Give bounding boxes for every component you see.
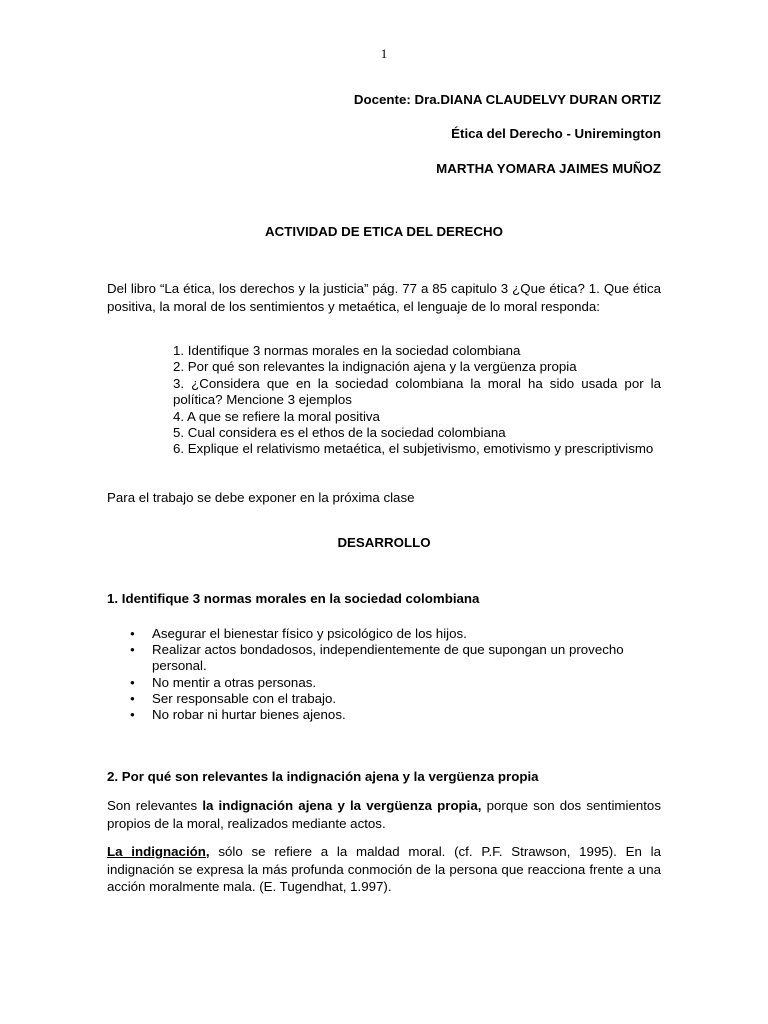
question-item: 2. Por qué son relevantes la indignación ajena y la vergüenza propia	[173, 359, 577, 375]
list-item: ● Asegurar el bienestar físico y psicológico de los hijos.	[152, 626, 652, 642]
emphasis-text: la indignación ajena y la vergüenza propia,	[202, 798, 482, 813]
list-item: ● No robar ni hurtar bienes ajenos.	[152, 707, 652, 723]
norms-list	[152, 626, 652, 723]
question-item: 1. Identifique 3 normas morales en la sociedad colombiana	[173, 343, 521, 358]
list-item: ● Realizar actos bondadosos, independientemente de que supongan un provecho personal.	[152, 642, 652, 674]
section2-heading: 2. Por qué son relevantes la indignación ajena y la vergüenza propia	[107, 769, 539, 784]
course-line: Ética del Derecho - Uniremington	[451, 126, 661, 141]
paragraph-text: Son relevantes	[107, 798, 203, 813]
intro-paragraph: Del libro “La ética, los derechos y la justicia” pág. 77 a 85 capitulo 3 ¿Que ética? 1. Que ética positiva, la moral de los sentimientos y metaética, el lenguaje de lo moral responda:	[107, 281, 661, 314]
paragraph-text: porque son dos sentimientos propios de la moral, realizados mediante actos.	[107, 798, 661, 831]
term-comma: ,	[205, 844, 210, 859]
list-item: ● No mentir a otras personas.	[152, 675, 652, 691]
activity-title: ACTIVIDAD DE ETICA DEL DERECHO	[265, 224, 503, 239]
term-indignacion: La indignación	[107, 844, 206, 859]
paragraph-text: sólo se refiere a la maldad moral. (cf. P.F. Strawson, 1995). En la indignación se expresa la más profunda conmoción de la persona que reacciona frente a una acción moralmente mala. (E. Tugendhat, 1.997).	[107, 844, 661, 894]
list-item: ● Ser responsable con el trabajo.	[152, 691, 652, 707]
student-line: MARTHA YOMARA JAIMES MUÑOZ	[436, 161, 661, 176]
teacher-line: Docente: Dra.DIANA CLAUDELVY DURAN ORTIZ	[353, 92, 661, 107]
question-item: 5. Cual considera es el ethos de la sociedad colombiana	[173, 425, 506, 441]
page-number: 1	[380, 46, 388, 61]
question-item: 3. ¿Considera que en la sociedad colombiana la moral ha sido usada por la política? Mencione 3 ejemplos	[173, 375, 661, 408]
question-item: 4. A que se refiere la moral positiva	[173, 408, 380, 424]
relevance-paragraph	[107, 797, 661, 832]
question-item: 6. Explique el relativismo metaética, el subjetivismo, emotivismo y prescriptivismo	[173, 441, 654, 457]
indignation-paragraph	[107, 843, 661, 896]
presentation-note: Para el trabajo se debe exponer en la próxima clase	[107, 490, 415, 505]
section1-heading: 1. Identifique 3 normas morales en la sociedad colombiana	[107, 591, 480, 606]
development-title: DESARROLLO	[337, 535, 431, 550]
questions-list	[173, 343, 661, 458]
